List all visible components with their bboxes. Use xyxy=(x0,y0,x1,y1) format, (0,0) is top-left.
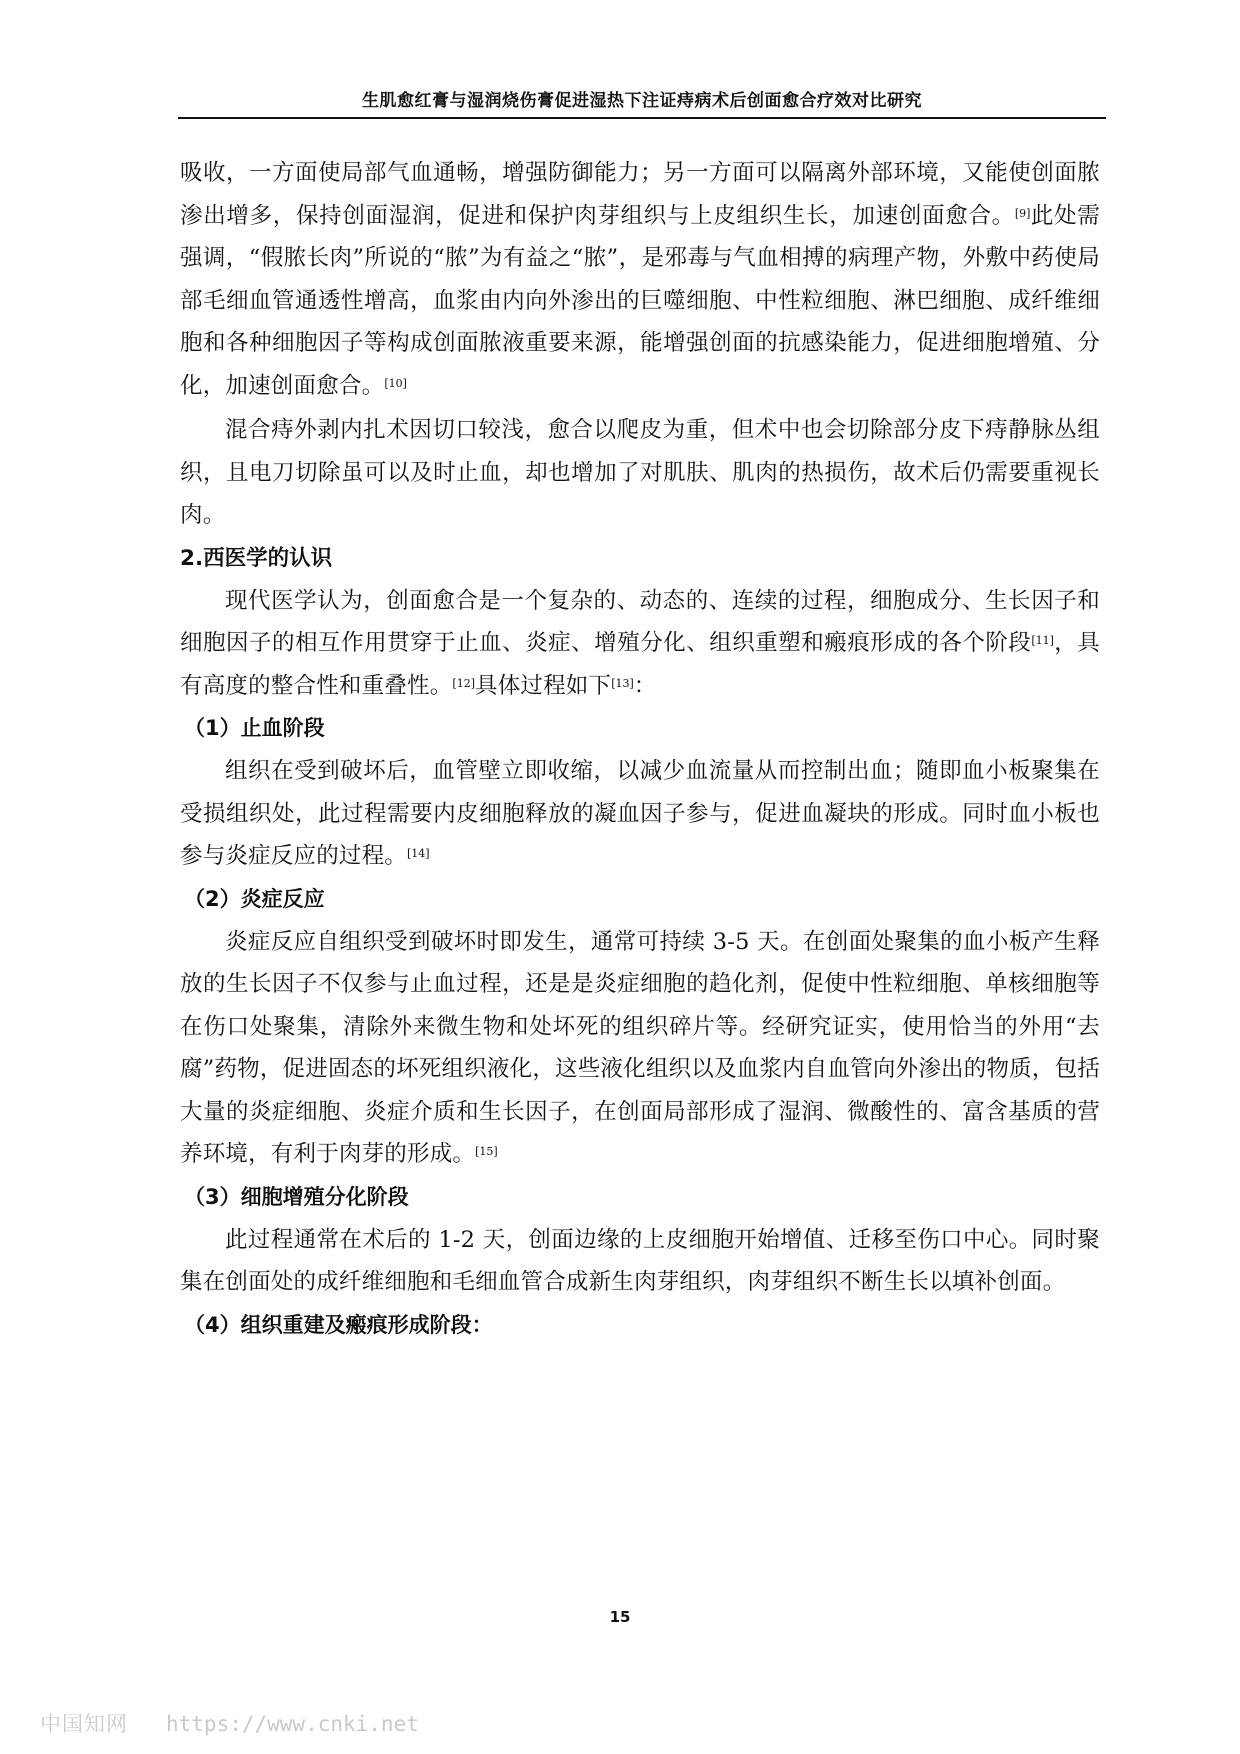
header-rule xyxy=(178,117,1106,119)
citation-9: [9] xyxy=(1014,206,1031,220)
paragraph-3-text-a: 现代医学认为，创面愈合是一个复杂的、动态的、连续的过程，细胞成分、生长因子和细胞因子的相互作用贯穿于止血、炎症、增殖分化、组织重塑和瘢痕形成的各个阶段 xyxy=(180,587,1100,656)
paragraph-1-text-a: 吸收，一方面使局部气血通畅，增强防御能力；另一方面可以隔离外部环境，又能使创面脓渗出增多，保持创面湿润，促进和保护肉芽组织与上皮组织生长，加速创面愈合。 xyxy=(180,160,1100,229)
paragraph-5-text: 炎症反应自组织受到破坏时即发生，通常可持续 3-5 天。在创面处聚集的血小板产生释放的生长因子不仅参与止血过程，还是是炎症细胞的趋化剂，促使中性粒细胞、单核细胞等在伤口处聚集，清除外来微生物和处坏死的组织碎片等。经研究证实，使用恰当的外用“去腐”药物，促进固态的坏死组织液化，这些液化组织以及血浆内自血管向外渗出的物质，包括大量的炎症细胞、炎症介质和生长因子，在创面局部形成了湿润、微酸性的、富含基质的营养环境，有利于肉芽的形成。 xyxy=(180,928,1100,1167)
sub-heading-proliferation: （3）细胞增殖分化阶段 xyxy=(184,1184,409,1209)
paragraph-2: 混合痔外剥内扎术因切口较浅，愈合以爬皮为重，但术中也会切除部分皮下痔静脉丛组织，且电刀切除虽可以及时止血，却也增加了对肌肤、肌肉的热损伤，故术后仍需要重视长肉。 xyxy=(180,417,1100,528)
citation-15: [15] xyxy=(475,1145,498,1158)
cnki-url: https://www.cnki.net xyxy=(166,1712,419,1736)
cnki-watermark xyxy=(40,1708,419,1738)
sub-heading-inflammation: （2）炎症反应 xyxy=(184,886,325,911)
paragraph-1 xyxy=(180,152,1100,407)
sub-heading-hemostasis: （1）止血阶段 xyxy=(184,716,325,740)
paragraph-3-text-c: 具体过程如下 xyxy=(475,672,612,699)
paragraph-6: 此过程通常在术后的 1-2 天，创面边缘的上皮细胞开始增值、迁移至伤口中心。同时聚集在创面处的成纤维细胞和毛细血管合成新生肉芽组织，肉芽组织不断生长以填补创面。 xyxy=(180,1226,1100,1295)
paragraph-3-text-b: ，具有高度的整合性和重叠性。 xyxy=(180,630,1100,699)
paragraph-5 xyxy=(180,921,1100,1176)
paragraph-3-text-d: ： xyxy=(633,672,657,699)
section-heading-western-medicine: 2.西医学的认识 xyxy=(180,545,333,571)
paragraph-3 xyxy=(180,580,1100,708)
citation-11: [11] xyxy=(1031,634,1054,647)
citation-12: [12] xyxy=(452,676,475,690)
body-content xyxy=(180,152,1100,1347)
paragraph-4-text: 组织在受到破坏后，血管壁立即收缩，以减少血流量从而控制出血；随即血小板聚集在受损组织处，此过程需要内皮细胞释放的凝血因子参与，促进血凝块的形成。同时血小板也参与炎症反应的过程。 xyxy=(180,758,1100,869)
paragraph-4 xyxy=(180,750,1100,878)
paragraph-1-text-b: 此处需强调，“假脓长肉”所说的“脓”为有益之“脓”，是邪毒与气血相搏的病理产物，外敷中药使局部毛细血管通透性增高，血浆由内向外渗出的巨噬细胞、中性粒细胞、淋巴细胞、成纤维细胞和各种细胞因子等构成创面脓液重要来源，能增强创面的抗感染能力，促进细胞增殖、分化，加速创面愈合。 xyxy=(180,202,1100,399)
citation-13: [13] xyxy=(611,676,634,690)
sub-heading-remodeling: （4）组织重建及瘢痕形成阶段： xyxy=(184,1312,493,1337)
page-number: 15 xyxy=(609,1608,631,1626)
citation-14: [14] xyxy=(407,847,430,860)
citation-10: [10] xyxy=(384,376,407,390)
running-header: 生肌愈红膏与湿润烧伤膏促进湿热下注证痔病术后创面愈合疗效对比研究 xyxy=(362,91,922,111)
cnki-logo-text: 中国知网 xyxy=(40,1712,128,1736)
